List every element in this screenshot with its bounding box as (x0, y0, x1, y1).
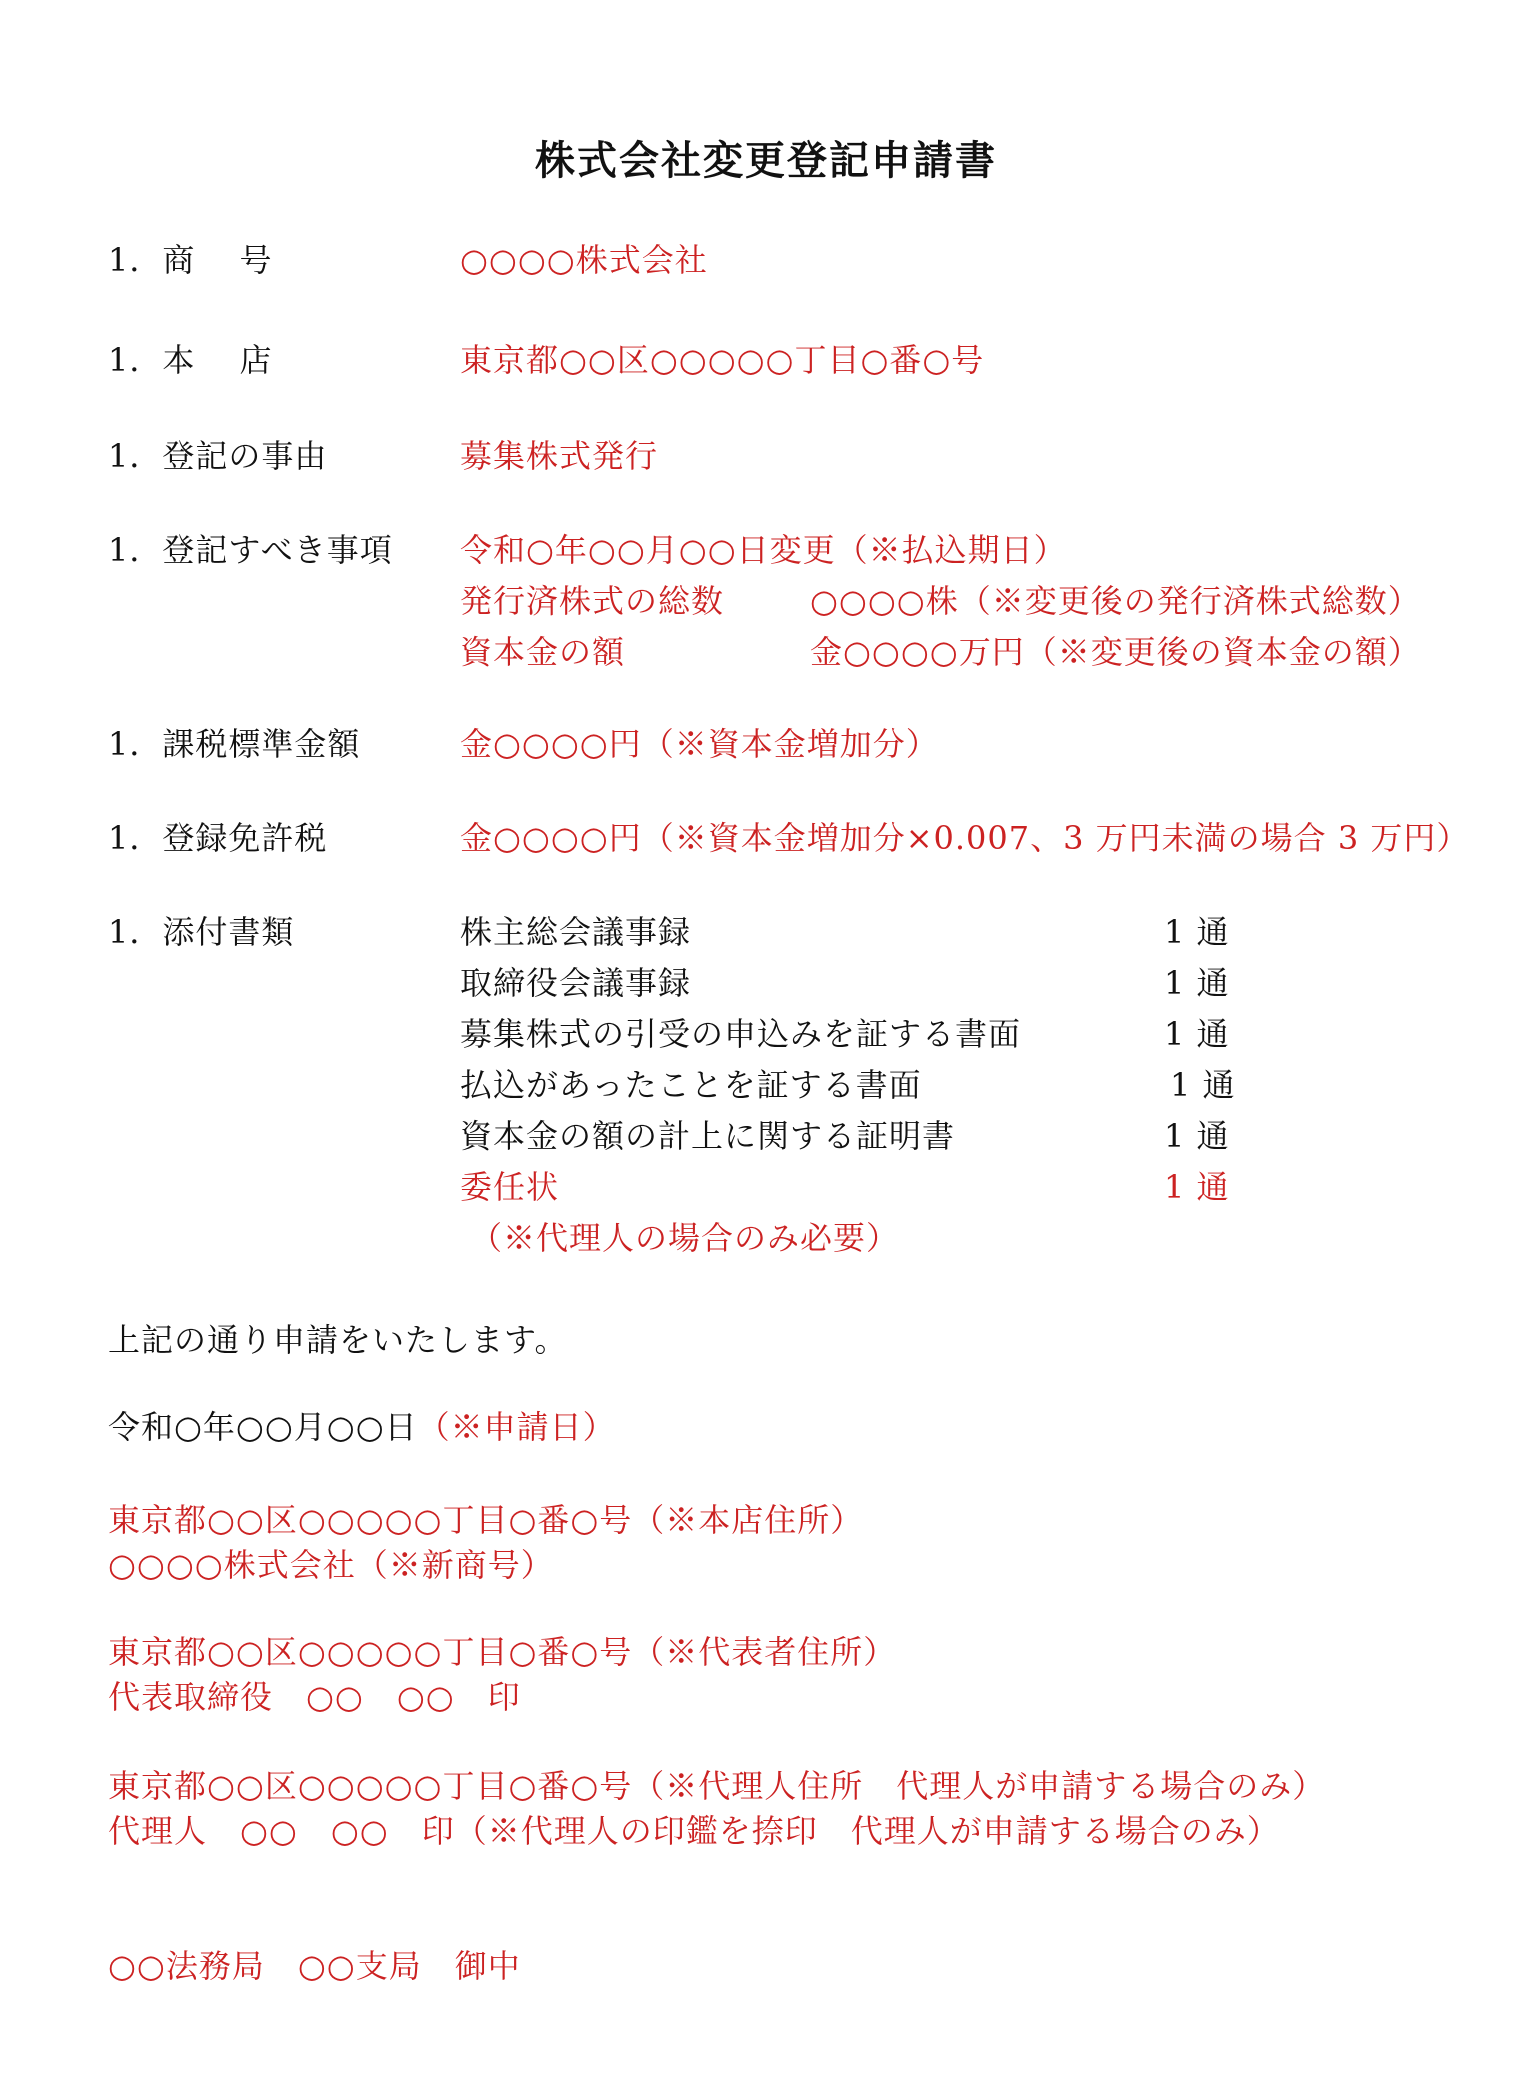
attachment-doc-count: 1 通 (1164, 913, 1230, 951)
statement-text: 上記の通り申請をいたします。 (108, 1321, 568, 1359)
license-tax-label: 1．登録免許税 (108, 819, 328, 857)
addressee: ○○法務局 ○○支局 御中 (108, 1947, 521, 1985)
company-address: 東京都○○区○○○○○丁目○番○号（※本店住所） (108, 1501, 864, 1539)
trade-name-label: 1．商 号 (108, 241, 273, 279)
attachment-doc-name: 取締役会議事録 (460, 964, 692, 1002)
tax-base-label: 1．課税標準金額 (108, 725, 361, 763)
document-title: 株式会社変更登記申請書 (535, 137, 997, 184)
attachments-label: 1．添付書類 (108, 913, 295, 951)
attachment-note: （※代理人の場合のみ必要） (470, 1219, 900, 1257)
head-office-label: 1．本 店 (108, 341, 273, 379)
attachment-doc-name: 資本金の額の計上に関する証明書 (460, 1117, 956, 1155)
matters-line2-label: 発行済株式の総数 (460, 582, 725, 620)
matters-line3-value: 金○○○○万円（※変更後の資本金の額） (810, 633, 1421, 671)
tax-base-value: 金○○○○円（※資本金増加分） (460, 725, 939, 763)
trade-name-value: ○○○○株式会社 (460, 241, 708, 279)
attachment-doc-count: 1 通 (1164, 1117, 1230, 1155)
matters-line1: 令和○年○○月○○日変更（※払込期日） (460, 531, 1067, 569)
license-tax-value: 金○○○○円（※資本金増加分×0.007、3 万円未満の場合 3 万円） (460, 819, 1470, 857)
matters-label: 1．登記すべき事項 (108, 531, 393, 569)
attachment-doc-name: 委任状 (460, 1168, 560, 1206)
attachment-doc-name: 募集株式の引受の申込みを証する書面 (460, 1015, 1022, 1053)
attachment-doc-count: 1 通 (1170, 1066, 1236, 1104)
reason-value: 募集株式発行 (460, 437, 659, 475)
application-date (108, 1407, 616, 1447)
representative-name: 代表取締役 ○○ ○○ 印 (108, 1678, 521, 1716)
attachment-doc-name: 払込があったことを証する書面 (460, 1066, 922, 1104)
representative-address: 東京都○○区○○○○○丁目○番○号（※代表者住所） (108, 1633, 897, 1671)
matters-line3-label: 資本金の額 (460, 633, 626, 671)
reason-label: 1．登記の事由 (108, 437, 328, 475)
head-office-value: 東京都○○区○○○○○丁目○番○号 (460, 341, 985, 379)
agent-address: 東京都○○区○○○○○丁目○番○号（※代理人住所 代理人が申請する場合のみ） (108, 1767, 1326, 1805)
agent-name: 代理人 ○○ ○○ 印（※代理人の印鑑を捺印 代理人が申請する場合のみ） (108, 1812, 1280, 1850)
attachment-doc-name: 株主総会議事録 (460, 913, 692, 951)
date-note: （※申請日） (417, 1408, 616, 1446)
attachment-doc-count: 1 通 (1164, 1168, 1230, 1206)
date-text: 令和○年○○月○○日 (108, 1408, 418, 1446)
matters-line2-value: ○○○○株（※変更後の発行済株式総数） (810, 582, 1421, 620)
attachment-doc-count: 1 通 (1164, 964, 1230, 1002)
attachment-doc-count: 1 通 (1164, 1015, 1230, 1053)
company-name: ○○○○株式会社（※新商号） (108, 1546, 554, 1584)
